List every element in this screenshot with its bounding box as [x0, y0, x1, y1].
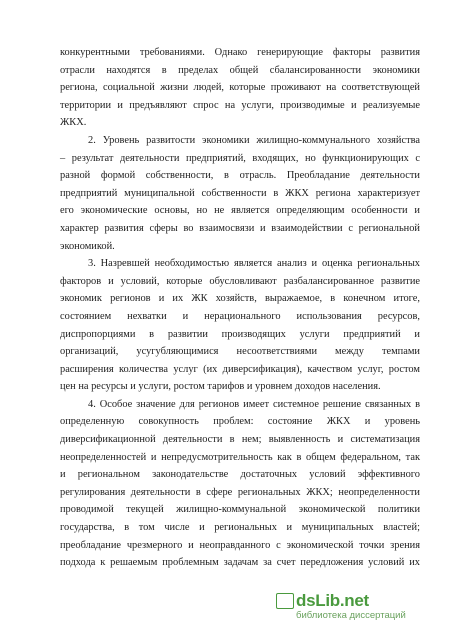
text-line: диспропорциями в развитии производящих услуги предприятий и — [60, 328, 420, 340]
watermark-subtitle: библиотека диссертаций — [296, 610, 406, 621]
text-line: его экономические основы, но не является определяющим особенности и — [60, 205, 420, 217]
text-line: конкурентными требованиями. Однако генерирующие факторы развития — [60, 47, 420, 58]
text-line: преобладание чрезмерного и неоправданного с экономической точки зрения — [60, 539, 420, 551]
paragraph — [60, 255, 420, 396]
text-line: предприятий муниципальной собственности в ЖКХ региона характеризует — [60, 187, 420, 199]
text-line: организаций, усугубляющимися несоответствиями между темпами — [60, 346, 420, 358]
text-line: экономик регионов и их ЖК хозяйств, выражаемое, в конечном итоге, — [60, 293, 420, 305]
text-line: отрасли находятся в пределах общей сбалансированности экономики — [60, 64, 420, 76]
document-page — [60, 44, 420, 572]
text-line: 3. Назревшей необходимостью является анализ и оценка региональных — [88, 258, 420, 270]
text-line: характер развития сферы во взаимосвязи и взаимодействии с региональной — [60, 222, 420, 234]
text-line: подхода к решаемым проблемным задачам за счет передложения условий их — [60, 557, 420, 569]
dslib-watermark — [296, 591, 436, 621]
paragraph — [60, 44, 420, 132]
text-line: определенную совокупность проблем: состояние ЖКХ и уровень — [60, 416, 420, 428]
text-line: – результат деятельности предприятий, входящих, но функционирующих с — [60, 152, 420, 164]
text-line: 4. Особое значение для регионов имеет системное решение связанных в — [88, 398, 420, 410]
text-line: и региональном законодательстве достаточных условий эффективного — [60, 469, 420, 481]
text-line: проводимой текущей жилищно-коммунальной экономической политики — [60, 504, 420, 516]
text-line: экономикой. — [60, 240, 115, 252]
book-icon — [276, 593, 294, 609]
paragraph — [60, 396, 420, 572]
watermark-logo: dsLib.net — [296, 591, 369, 610]
text-line: государства, в том числе и региональных и муниципальных властей; — [60, 522, 420, 534]
text-line: неопределенностей и непредусмотрительность как в общем федеральном, так — [60, 451, 420, 463]
text-line: ЖКХ. — [60, 117, 87, 129]
text-line: цен на ресурсы и услуги, ростом тарифов и уровнем доходов населения. — [60, 381, 381, 393]
text-line: расширения количества услуг (их диверсификация), качеством услуг, ростом — [60, 363, 420, 375]
text-line: диверсификационной деятельности в нем; выявленность и систематизация — [60, 434, 420, 446]
text-line: разной формой собственности, в отрасль. Преобладание деятельности — [60, 170, 420, 182]
text-line: 2. Уровень развитости экономики жилищно-коммунального хозяйства — [88, 134, 420, 146]
text-line: региона, социальной жизни людей, которые проживают на соответствующей — [60, 82, 420, 94]
text-line: факторов и условий, которые обусловливают разбалансированное развитие — [60, 275, 420, 287]
text-line: состоянием нехватки и нерационального использования ресурсов, — [60, 310, 420, 322]
text-line: территории и предъявляют спрос на услуги, производимые и реализуемые — [60, 99, 420, 111]
paragraph — [60, 132, 420, 255]
text-line: регулирования деятельности в сфере региональных ЖКХ; неопределенности — [60, 486, 420, 498]
